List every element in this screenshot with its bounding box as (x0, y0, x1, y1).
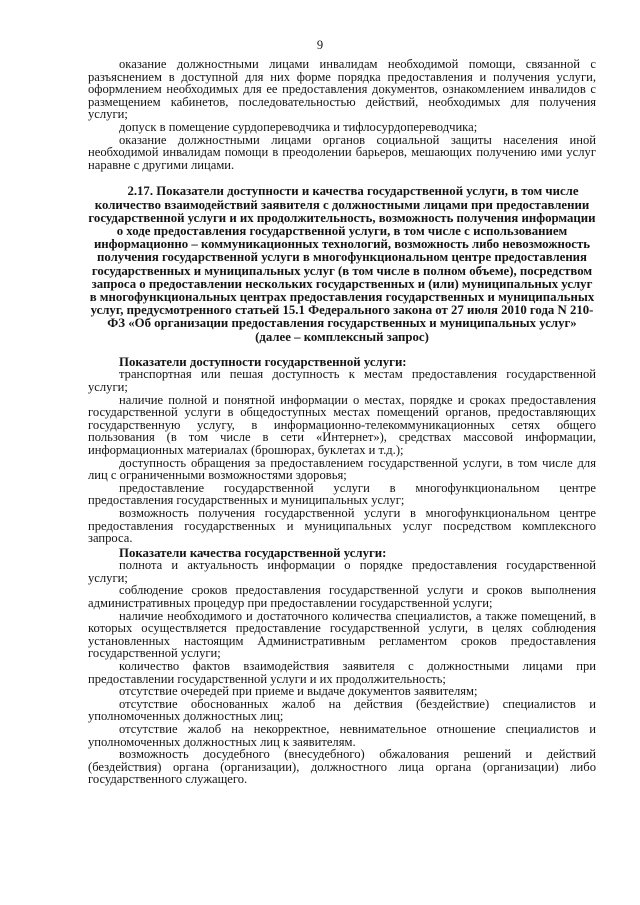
quality-item: наличие необходимого и достаточного количества специалистов, а также помещений, в которых осуществляется предоставление государственной услуги, в целях соблюдения установленных настоящим Административным регламентом сроков предоставления государственной услуги; (88, 608, 596, 661)
paragraph-interpreter: допуск в помещение сурдопереводчика и тифлосурдопереводчика; (119, 119, 478, 134)
quality-item: полнота и актуальность информации о порядке предоставления государственной услуги; (88, 558, 596, 585)
accessibility-item: наличие полной и понятной информации о местах, порядке и сроках предоставления государственной услуги в общедоступных местах помещений органов, предоставляющих государственную услугу, в информационно-телекоммуникационных сетях общего пользования (в том числе в сети «Интернет»), средствах массовой информации, информационных материалах (брошюрах, буклетах и т.д.); (88, 392, 596, 457)
paragraph-assistance: оказание должностными лицами инвалидам необходимой помощи, связанной с разъяснением в доступной для них форме порядка предоставления и получения услуги, оформлением необходимых для ее предоставления документов, ознакомлением инвалидов с размещением кабинетов, последовательностью действий, необходимых для получения услуги; (88, 57, 596, 122)
paragraph-social-help: оказание должностными лицами органов социальной защиты населения иной необходимой инвалидам помощи в преодолении барьеров, мешающих получению ими услуг наравне с другими лицами. (88, 132, 596, 172)
quality-title: Показатели качества государственной услуги: (119, 545, 387, 560)
accessibility-title: Показатели доступности государственной услуги: (119, 354, 407, 369)
accessibility-item: возможность получения государственной услуги в многофункциональном центре предоставления государственных и муниципальных услуг посредством комплексного запроса. (88, 505, 596, 546)
page-content (88, 58, 596, 786)
accessibility-item: транспортная или пешая доступность к местам предоставления государственной услуги; (88, 367, 596, 394)
section-heading (88, 185, 596, 343)
accessibility-item: предоставление государственной услуги в многофункциональном центре предоставления государственных и муниципальных услуг; (88, 480, 596, 508)
accessibility-item: доступность обращения за предоставлением государственной услуги, в том числе для лиц с ограниченными возможностями здоровья; (88, 455, 596, 483)
quality-item: отсутствие обоснованных жалоб на действия (бездействие) специалистов и уполномоченных должностных лиц; (88, 696, 596, 724)
section-heading-text: 2.17. Показатели доступности и качества государственной услуги, в том числе количество взаимодействий заявителя с должностными лицами при предоставлении государственной услуги и их продолжительность, возможность получения информации о ходе предоставления государственной услуги, в том числе с использованием информационно – коммуникационных технологий, возможность либо невозможность получения государственной услуги в многофункциональном центре предоставления государственных и муниципальных услуг (в том числе в полном объеме), посредством запроса о предоставлении нескольких государственных и (или) муниципальных услуг в многофункциональных центрах предоставления государственных и муниципальных услуг, предусмотренного статьей 15.1 Федерального закона от 27 июля 2010 года N 210-ФЗ «Об организации предоставления государственных и муниципальных услуг» (далее – комплексный запрос) (88, 184, 596, 344)
quality-item: количество фактов взаимодействия заявителя с должностными лицами при предоставлении государственной услуги и их продолжительность; (88, 659, 596, 686)
quality-item: отсутствие очередей при приеме и выдаче документов заявителям; (119, 684, 478, 699)
quality-item: соблюдение сроков предоставления государственной услуги и сроков выполнения административных процедур при предоставлении государственной услуги; (88, 583, 596, 611)
quality-item: отсутствие жалоб на некорректное, невнимательное отношение специалистов и уполномоченных должностных лиц к заявителям. (88, 722, 596, 749)
quality-item: возможность досудебного (внесудебного) обжалования решений и действий (бездействия) органа (организации), должностного лица органа (организации) либо государственного служащего. (88, 747, 596, 787)
page-number: 9 (316, 38, 324, 52)
